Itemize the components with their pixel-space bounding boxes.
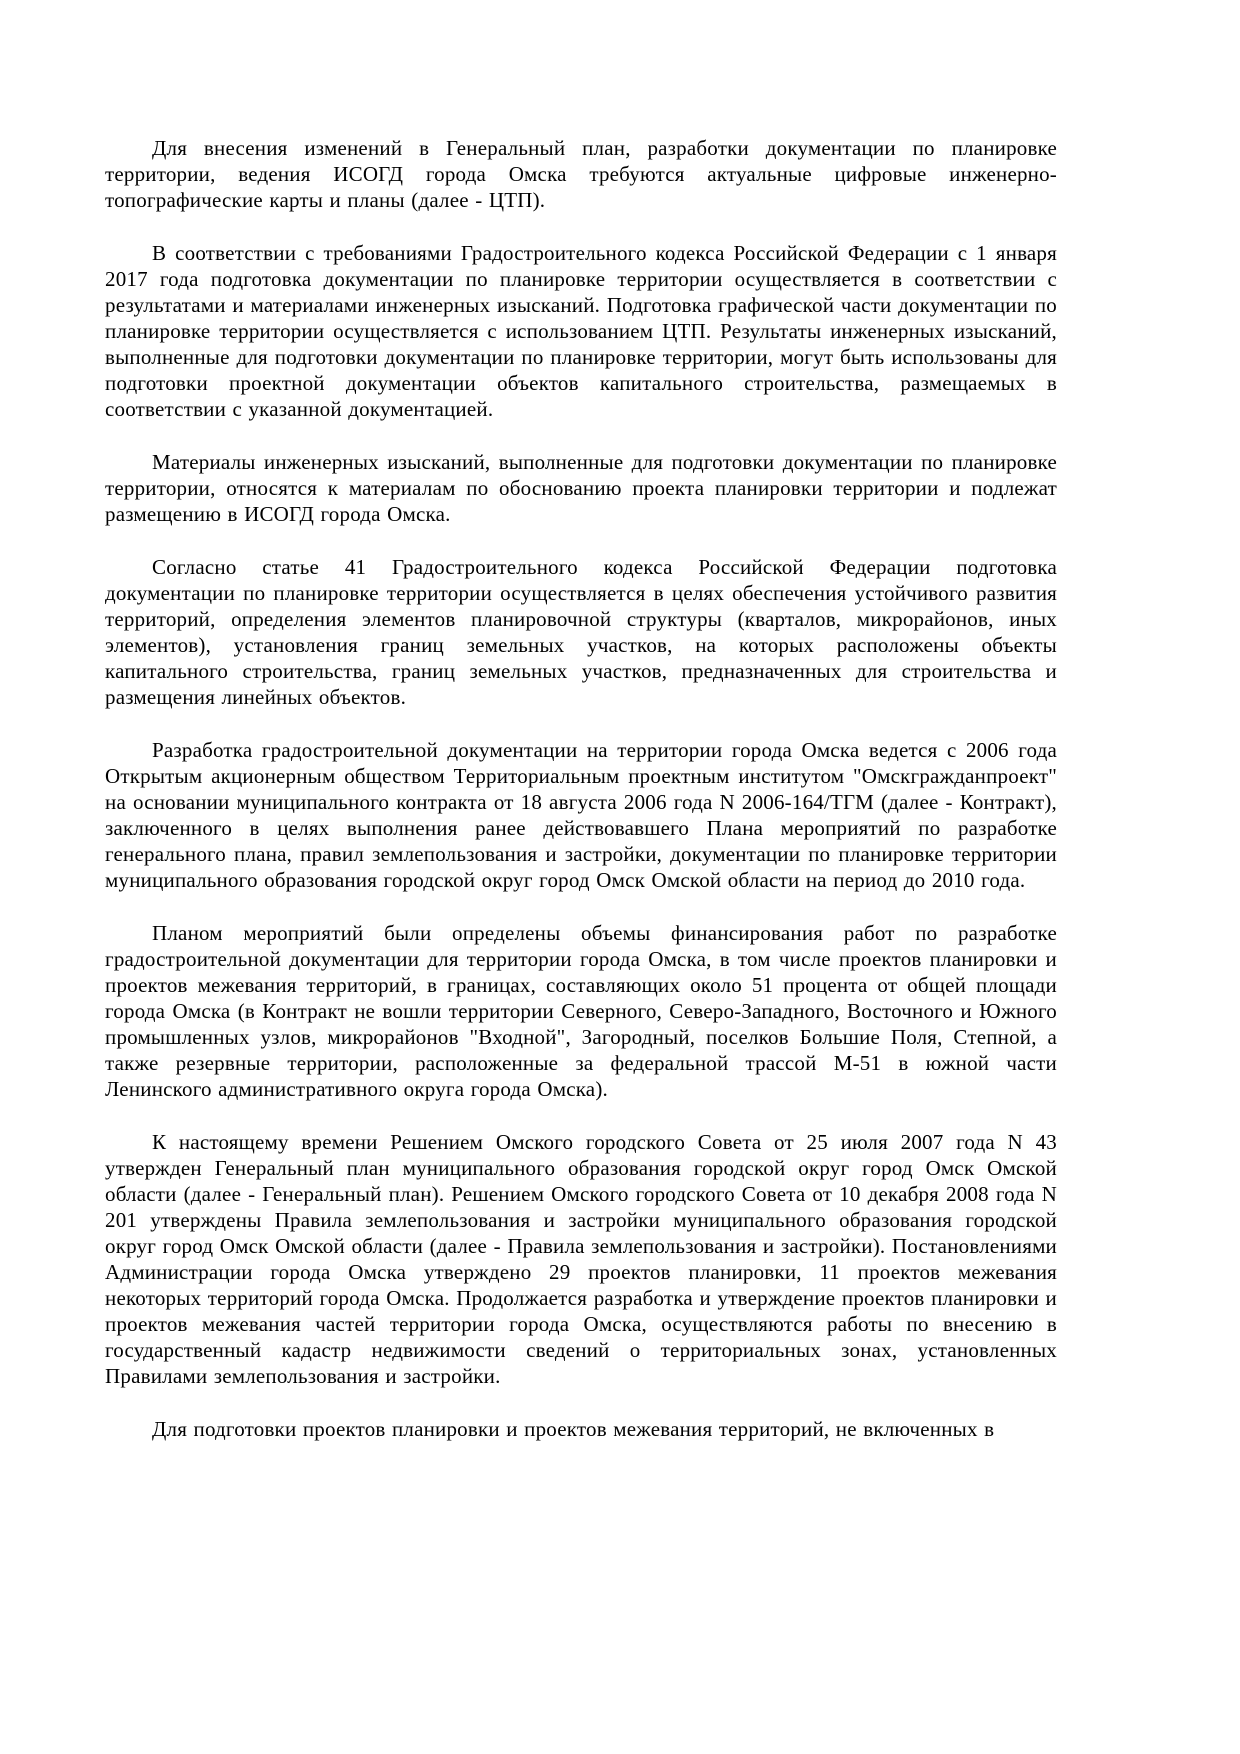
paragraph: К настоящему времени Решением Омского городского Совета от 25 июля 2007 года N 43 утвержден Генеральный план муниципального образования городской округ город Омск Омской области (далее - Генеральный план). Решением Омского городского Совета от 10 декабря 2008 года N 201 утверждены Правила землепользования и застройки муниципального образования городской округ город Омск Омской области (далее - Правила землепользования и застройки). Постановлениями Администрации города Омска утверждено 29 проектов планировки, 11 проектов межевания некоторых территорий города Омска. Продолжается разработка и утверждение проектов планировки и проектов межевания частей территории города Омска, осуществляются работы по внесению в государственный кадастр недвижимости сведений о территориальных зонах, установленных Правилами землепользования и застройки. (105, 1130, 1057, 1388)
paragraph: В соответствии с требованиями Градостроительного кодекса Российской Федерации с 1 января 2017 года подготовка документации по планировке территории осуществляется в соответствии с результатами и материалами инженерных изысканий. Подготовка графической части документации по планировке территории осуществляется с использованием ЦТП. Результаты инженерных изысканий, выполненные для подготовки документации по планировке территории, могут быть использованы для подготовки проектной документации объектов капитального строительства, размещаемых в соответствии с указанной документацией. (105, 241, 1057, 421)
paragraph: Планом мероприятий были определены объемы финансирования работ по разработке градостроительной документации для территории города Омска, в том числе проектов планировки и проектов межевания территорий, в границах, составляющих около 51 процента от общей площади города Омска (в Контракт не вошли территории Северного, Северо-Западного, Восточного и Южного промышленных узлов, микрорайонов "Входной", Загородный, поселков Большие Поля, Степной, а также резервные территории, расположенные за федеральной трассой М-51 в южной части Ленинского административного округа города Омска). (105, 921, 1057, 1101)
paragraph: Материалы инженерных изысканий, выполненные для подготовки документации по планировке территории, относятся к материалам по обоснованию проекта планировки территории и подлежат размещению в ИСОГД города Омска. (105, 450, 1057, 526)
paragraph: Для внесения изменений в Генеральный план, разработки документации по планировке территории, ведения ИСОГД города Омска требуются актуальные цифровые инженерно-топографические карты и планы (далее - ЦТП). (105, 136, 1057, 212)
paragraph: Разработка градостроительной документации на территории города Омска ведется с 2006 года Открытым акционерным обществом Территориальным проектным институтом "Омскгражданпроект" на основании муниципального контракта от 18 августа 2006 года N 2006-164/ТГМ (далее - Контракт), заключенного в целях выполнения ранее действовавшего Плана мероприятий по разработке генерального плана, правил землепользования и застройки, документации по планировке территории муниципального образования городской округ город Омск Омской области на период до 2010 года. (105, 738, 1057, 892)
document-body (105, 135, 1057, 1442)
paragraph: Для подготовки проектов планировки и проектов межевания территорий, не включенных в (152, 1417, 995, 1441)
paragraph: Согласно статье 41 Градостроительного кодекса Российской Федерации подготовка документации по планировке территории осуществляется в целях обеспечения устойчивого развития территорий, определения элементов планировочной структуры (кварталов, микрорайонов, иных элементов), установления границ земельных участков, на которых расположены объекты капитального строительства, границ земельных участков, предназначенных для строительства и размещения линейных объектов. (105, 555, 1057, 709)
